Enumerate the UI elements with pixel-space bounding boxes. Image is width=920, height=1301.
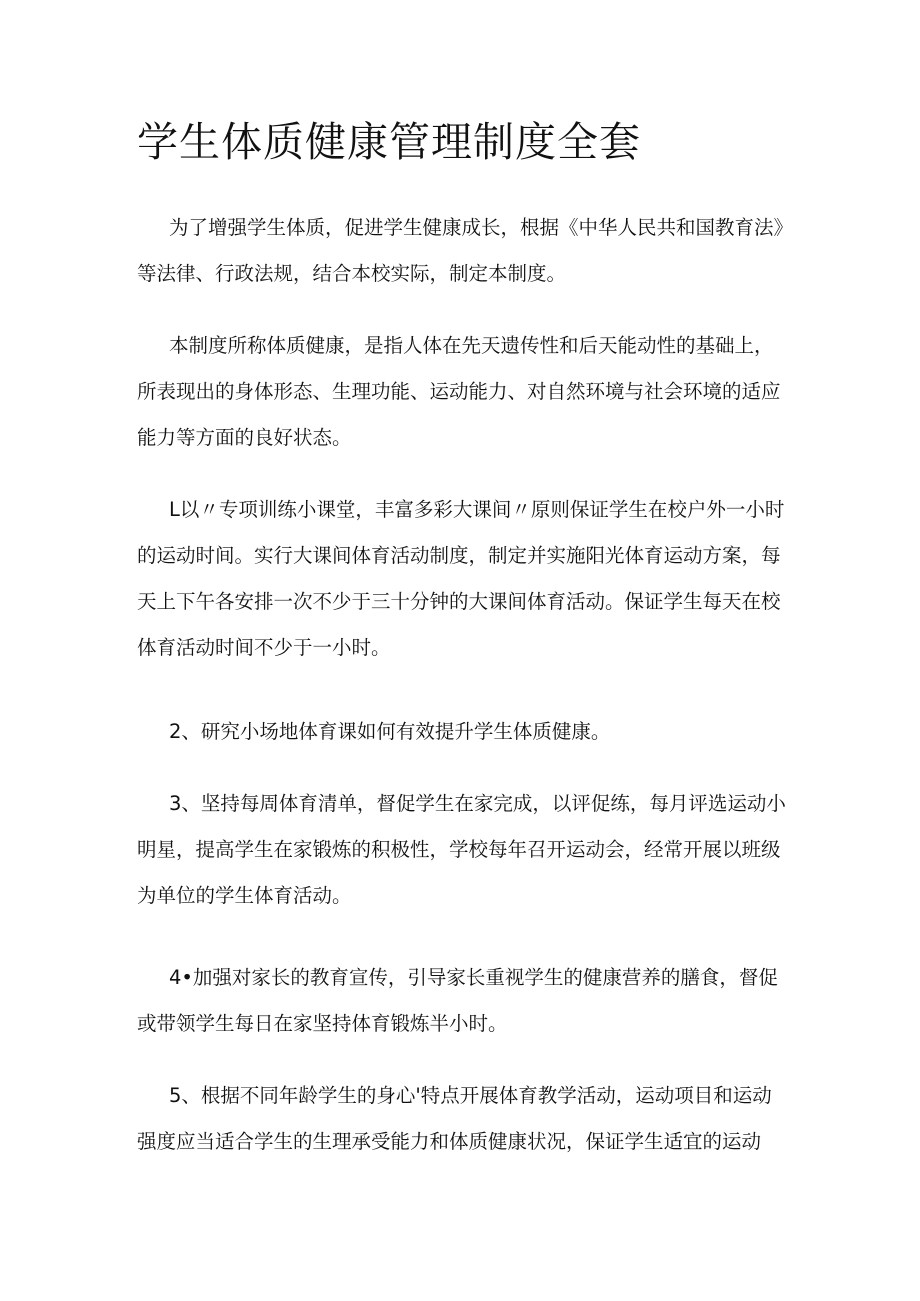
paragraph-item-3: 3、坚持每周体育清单，督促学生在家完成，以评促练，每月评选运动小明星，提高学生在家锻炼的积极性，学校每年召开运动会，经常开展以班级为单位的学生体育活动。: [137, 792, 786, 907]
document-title: 学生体质健康管理制度全套: [137, 118, 641, 166]
paragraph-item-1: L以〃专项训练小课堂，丰富多彩大课间〃原则保证学生在校户外一小时的运动时间。实行大课间体育活动制度，制定并实施阳光体育运动方案，每天上下午各安排一次不少于三十分钟的大课间体育活动。保证学生每天在校体育活动时间不少于一小时。: [137, 498, 785, 659]
paragraph-item-2: 2、研究小场地体育课如何有效提升学生体质健康。: [169, 720, 611, 743]
paragraph-intro: 为了增强学生体质，促进学生健康成长，根据《中华人民共和国教育法》等法律、行政法规，结合本校实际，制定本制度。: [137, 216, 784, 285]
paragraph-item-5: 5、根据不同年龄学生的身心'特点开展体育教学活动，运动项目和运动强度应当适合学生的生理承受能力和体质健康状况，保证学生适宜的运动: [137, 1084, 772, 1153]
paragraph-item-4: 4•加强对家长的教育宣传，引导家长重视学生的健康营养的膳食，督促或带领学生每日在家坚持体育锻炼半小时。: [137, 966, 778, 1035]
paragraph-definition: 本制度所称体质健康，是指人体在先天遗传性和后天能动性的基础上，所表现出的身体形态、生理功能、运动能力、对自然环境与社会环境的适应能力等方面的良好状态。: [137, 334, 781, 449]
